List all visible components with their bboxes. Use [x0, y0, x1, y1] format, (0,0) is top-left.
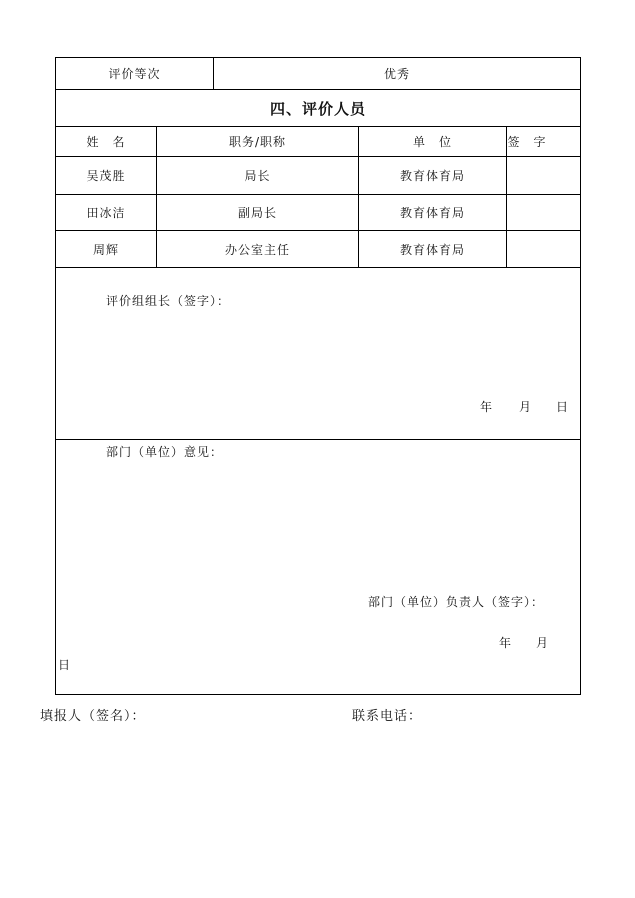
- row-sign[interactable]: [507, 195, 580, 230]
- phone-label: 联系电话：: [352, 709, 423, 724]
- rating-value: 优秀: [383, 67, 410, 81]
- filler-sign-label: 填报人（签名）：: [40, 709, 146, 724]
- section-title: 四、评价人员: [269, 99, 366, 118]
- evaluation-form: [55, 57, 581, 695]
- leader-day-label: 日: [556, 400, 570, 414]
- rating-label: 评价等次: [108, 67, 161, 81]
- row-divider: [56, 439, 580, 440]
- department-head-sign-label: 部门（单位）负责人（签字）：: [368, 595, 545, 609]
- row-sign[interactable]: [507, 231, 580, 267]
- leader-month-label: 月: [519, 400, 533, 414]
- header-position: 职务/职称: [228, 135, 287, 149]
- row-unit: 教育体育局: [399, 169, 465, 183]
- row-position: 局长: [244, 169, 271, 183]
- row-position: 办公室主任: [224, 242, 290, 257]
- row-name: 周辉: [92, 242, 119, 257]
- leader-year-label: 年: [480, 400, 494, 414]
- department-year-label: 年: [499, 636, 513, 650]
- header-name: 姓 名: [86, 135, 126, 149]
- department-opinion-label: 部门（单位）意见：: [106, 445, 224, 459]
- row-name: 田冰洁: [86, 206, 126, 220]
- header-sign: 签 字: [507, 135, 547, 149]
- row-sign[interactable]: [507, 157, 580, 194]
- row-divider: [56, 267, 580, 268]
- row-name: 吴茂胜: [86, 169, 126, 183]
- header-unit: 单 位: [412, 135, 452, 149]
- department-month-label: 月: [536, 636, 550, 650]
- row-unit: 教育体育局: [399, 206, 465, 220]
- row-unit: 教育体育局: [399, 242, 465, 257]
- leader-sign-label: 评价组组长（签字）：: [106, 294, 231, 308]
- row-position: 副局长: [237, 206, 277, 220]
- department-day-label: 日: [58, 658, 72, 672]
